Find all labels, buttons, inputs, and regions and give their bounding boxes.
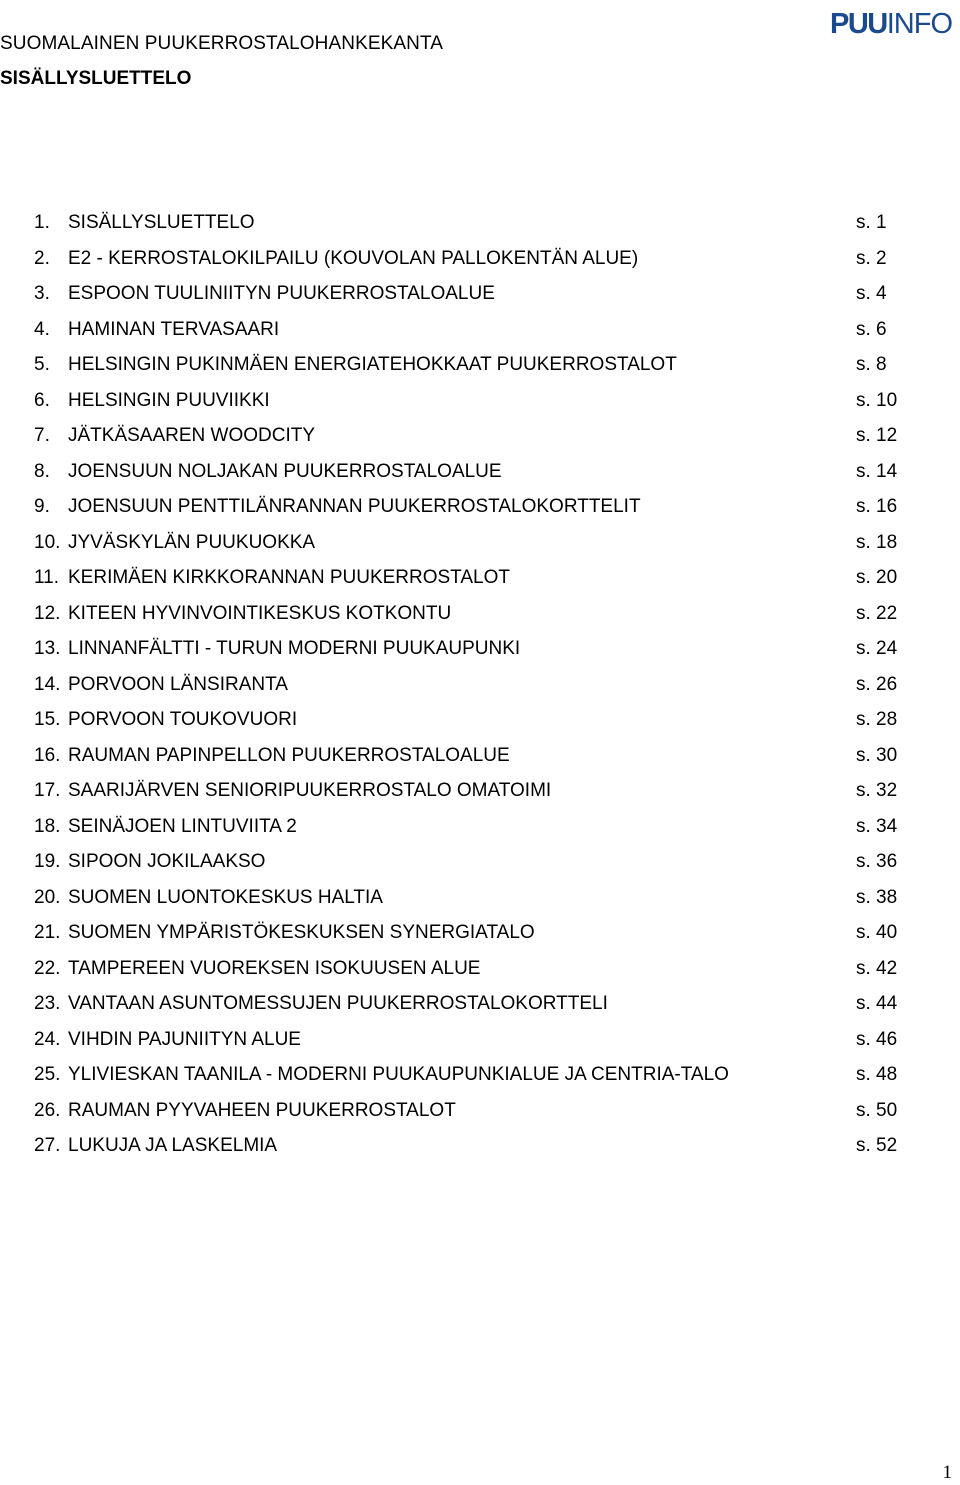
toc-entry-page: s. 2 (856, 247, 887, 269)
toc-entry-number: 10. (34, 531, 61, 553)
toc-entry-title: SUOMEN YMPÄRISTÖKESKUKSEN SYNERGIATALO (68, 922, 535, 943)
toc-entry-number: 4. (34, 318, 50, 340)
toc-entry-number: 2. (34, 247, 50, 269)
document-title: SUOMALAINEN PUUKERROSTALOHANKEKANTA (0, 33, 444, 54)
toc-entry-number: 21. (34, 922, 61, 943)
toc-entry-number: 5. (34, 354, 50, 375)
toc-entry (34, 814, 914, 850)
toc-entry-number: 7. (34, 425, 50, 446)
toc-entry-page: s. 8 (856, 354, 887, 375)
toc-entry-title: KERIMÄEN KIRKKORANNAN PUUKERROSTALOT (68, 567, 511, 588)
toc-entry-page: s. 14 (856, 460, 898, 482)
toc-entry (34, 423, 914, 459)
toc-entry (34, 281, 914, 317)
toc-entry-page: s. 22 (856, 602, 898, 624)
toc-entry-title: JYVÄSKYLÄN PUUKUOKKA (68, 531, 316, 553)
toc-entry (34, 849, 914, 885)
toc-entry-number: 24. (34, 1028, 61, 1050)
toc-entry (34, 743, 914, 779)
toc-entry (34, 388, 914, 424)
toc-entry-number: 12. (34, 602, 61, 624)
toc-entry-page: s. 40 (856, 922, 898, 943)
toc-entry-page: s. 42 (856, 957, 898, 979)
toc-entry-title: SIPOON JOKILAAKSO (68, 851, 266, 872)
toc-entry-page: s. 20 (856, 567, 898, 588)
toc-entry (34, 1098, 914, 1134)
toc-entry-page: s. 10 (856, 389, 898, 411)
toc-entry-title: HELSINGIN PUUVIIKKI (68, 389, 270, 411)
table-of-contents (34, 210, 914, 1169)
toc-entry (34, 530, 914, 566)
toc-entry (34, 1062, 914, 1098)
toc-entry-page: s. 44 (856, 993, 898, 1014)
toc-entry-title: RAUMAN PAPINPELLON PUUKERROSTALOALUE (68, 744, 510, 766)
toc-entry-number: 13. (34, 638, 61, 659)
toc-entry-title: LUKUJA JA LASKELMIA (68, 1135, 278, 1156)
toc-entry-title: HAMINAN TERVASAARI (68, 318, 280, 340)
toc-entry-title: PORVOON TOUKOVUORI (68, 709, 298, 730)
toc-entry-number: 18. (34, 815, 61, 837)
toc-entry-number: 25. (34, 1064, 61, 1085)
toc-entry-title: LINNANFÄLTTI - TURUN MODERNI PUUKAUPUNKI (68, 638, 521, 659)
toc-entry-number: 6. (34, 389, 50, 411)
toc-entry-title: E2 - KERROSTALOKILPAILU (KOUVOLAN PALLOKENTÄN ALUE) (68, 247, 639, 269)
toc-entry (34, 672, 914, 708)
toc-entry-page: s. 52 (856, 1135, 898, 1156)
toc-entry (34, 352, 914, 388)
toc-entry (34, 459, 914, 495)
toc-entry-page: s. 4 (856, 283, 887, 304)
toc-entry-number: 19. (34, 851, 61, 872)
toc-entry-title: TAMPEREEN VUOREKSEN ISOKUUSEN ALUE (68, 957, 481, 979)
toc-entry (34, 991, 914, 1027)
toc-entry-number: 16. (34, 744, 61, 766)
toc-entry-title: VANTAAN ASUNTOMESSUJEN PUUKERROSTALOKORTTELI (68, 993, 608, 1014)
toc-entry-number: 27. (34, 1135, 61, 1156)
toc-entry-number: 15. (34, 709, 61, 730)
toc-entry-title: SISÄLLYSLUETTELO (68, 212, 255, 233)
toc-entry-page: s. 6 (856, 318, 887, 340)
toc-entry-page: s. 26 (856, 673, 898, 695)
toc-entry-title: SEINÄJOEN LINTUVIITA 2 (68, 815, 297, 837)
toc-entry-number: 17. (34, 780, 61, 801)
toc-entry-page: s. 50 (856, 1099, 898, 1121)
toc-entry-title: RAUMAN PYYVAHEEN PUUKERROSTALOT (68, 1099, 456, 1121)
toc-entry-page: s. 46 (856, 1028, 898, 1050)
toc-entry-title: SUOMEN LUONTOKESKUS HALTIA (68, 886, 383, 908)
toc-entry-title: PORVOON LÄNSIRANTA (68, 673, 288, 695)
logo-text-info: INFO (886, 8, 953, 40)
toc-entry-title: HELSINGIN PUKINMÄEN ENERGIATEHOKKAAT PUUKERROSTALOT (68, 354, 677, 375)
toc-entry-title: JOENSUUN NOLJAKAN PUUKERROSTALOALUE (68, 460, 502, 482)
toc-entry-number: 3. (34, 283, 50, 304)
toc-entry-number: 22. (34, 957, 61, 979)
toc-entry-title: YLIVIESKAN TAANILA - MODERNI PUUKAUPUNKIALUE JA CENTRIA-TALO (68, 1064, 729, 1085)
toc-entry-title: ESPOON TUULINIITYN PUUKERROSTALOALUE (68, 283, 495, 304)
toc-entry-number: 11. (34, 567, 60, 588)
toc-entry-page: s. 30 (856, 744, 898, 766)
toc-entry (34, 317, 914, 353)
toc-entry (34, 1027, 914, 1063)
toc-entry (34, 956, 914, 992)
toc-entry-page: s. 24 (856, 638, 898, 659)
toc-entry-page: s. 1 (856, 212, 887, 233)
toc-entry-number: 1. (34, 212, 50, 233)
toc-entry-title: JÄTKÄSAAREN WOODCITY (68, 425, 316, 446)
toc-entry-number: 14. (34, 673, 61, 695)
toc-entry-title: KITEEN HYVINVOINTIKESKUS KOTKONTU (68, 602, 452, 624)
puuinfo-logo (830, 8, 952, 40)
toc-entry-title: SAARIJÄRVEN SENIORIPUUKERROSTALO OMATOIMI (68, 780, 552, 801)
toc-entry (34, 707, 914, 743)
toc-entry-title: JOENSUUN PENTTILÄNRANNAN PUUKERROSTALOKORTTELIT (68, 496, 641, 517)
toc-entry (34, 885, 914, 921)
toc-entry-page: s. 38 (856, 886, 898, 908)
document-subtitle: SISÄLLYSLUETTELO (0, 68, 192, 89)
toc-entry-page: s. 34 (856, 815, 898, 837)
toc-entry-page: s. 36 (856, 851, 898, 872)
toc-entry (34, 210, 914, 246)
toc-entry-page: s. 48 (856, 1064, 898, 1085)
toc-entry-number: 23. (34, 993, 61, 1014)
toc-entry (34, 920, 914, 956)
toc-entry-page: s. 28 (856, 709, 898, 730)
toc-entry (34, 601, 914, 637)
toc-entry-number: 8. (34, 460, 50, 482)
toc-entry-title: VIHDIN PAJUNIITYN ALUE (68, 1028, 301, 1050)
toc-entry-page: s. 16 (856, 496, 898, 517)
toc-entry-number: 20. (34, 886, 61, 908)
toc-entry (34, 494, 914, 530)
toc-entry (34, 1133, 914, 1169)
toc-entry (34, 565, 914, 601)
logo-text-puu: PUU (830, 8, 887, 40)
toc-entry-page: s. 18 (856, 531, 898, 553)
toc-entry (34, 778, 914, 814)
toc-entry-number: 9. (34, 496, 50, 517)
toc-entry-number: 26. (34, 1099, 61, 1121)
toc-entry (34, 246, 914, 282)
toc-entry-page: s. 12 (856, 425, 898, 446)
toc-entry (34, 636, 914, 672)
toc-entry-page: s. 32 (856, 780, 898, 801)
page-number: 1 (942, 1462, 952, 1483)
